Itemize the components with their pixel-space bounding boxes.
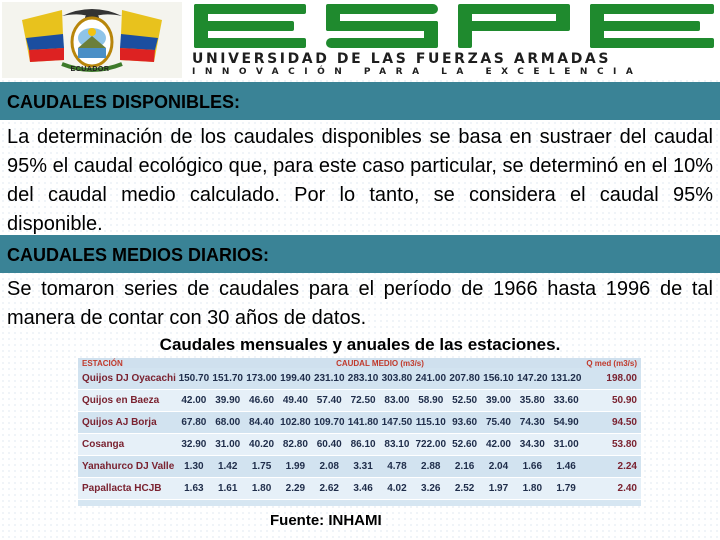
monthly-value: 1.30 — [184, 461, 204, 472]
monthly-value: 2.16 — [454, 461, 475, 472]
station-name: Papallacta HCJB — [82, 483, 162, 494]
monthly-value: 1.61 — [217, 483, 238, 494]
monthly-value: 1.66 — [522, 461, 543, 472]
monthly-value: 102.80 — [280, 417, 311, 428]
monthly-value: 109.70 — [313, 417, 345, 428]
monthly-value: 3.26 — [421, 483, 441, 494]
paragraph-available: La determinación de los caudales disponibles se basa en sustraer del caudal 95% el caudal ecológico que, para este caso particular, se determinó en el 10% del caudal medio calculado. Por lo tanto, se considera el caudal 95% disponible. — [7, 126, 713, 235]
monthly-value: 115.10 — [415, 417, 446, 428]
monthly-value: 156.10 — [483, 373, 514, 384]
annual-mean-value: 50.90 — [611, 395, 637, 406]
table-row — [78, 478, 641, 500]
monthly-value: 34.30 — [519, 439, 545, 450]
annual-mean-value: 198.00 — [606, 373, 637, 384]
monthly-value: 60.40 — [316, 439, 342, 450]
table-caption: Caudales mensuales y anuales de las estaciones. — [159, 335, 561, 354]
monthly-value: 42.00 — [181, 395, 207, 406]
monthly-value: 52.60 — [452, 439, 478, 450]
station-name: Quijos en Baeza — [82, 395, 160, 406]
table-body — [78, 368, 641, 500]
header-station: ESTACIÓN — [78, 358, 177, 368]
monthly-value: 3.31 — [353, 461, 373, 472]
annual-mean-value: 2.40 — [617, 483, 637, 494]
monthly-value: 67.80 — [181, 417, 207, 428]
monthly-value: 58.90 — [418, 395, 444, 406]
monthly-value: 52.50 — [452, 395, 478, 406]
monthly-value: 151.70 — [212, 373, 243, 384]
monthly-value: 84.40 — [249, 417, 275, 428]
header-monthly: CAUDAL MEDIO (m3/s) — [177, 358, 583, 368]
monthly-value: 46.60 — [249, 395, 275, 406]
paragraph-daily: Se tomaron series de caudales para el período de 1966 hasta 1996 de tal manera de contar con 30 años de datos. — [7, 278, 713, 329]
monthly-value: 31.00 — [553, 439, 579, 450]
monthly-value: 1.97 — [488, 483, 509, 494]
monthly-value: 173.00 — [246, 373, 277, 384]
university-motto: INNOVACIÓN PARA LA EXCELENCIA — [192, 67, 643, 77]
monthly-value: 35.80 — [519, 395, 545, 406]
monthly-value: 31.00 — [215, 439, 241, 450]
monthly-value: 241.00 — [415, 373, 447, 384]
monthly-value: 40.20 — [249, 439, 275, 450]
annual-mean-value: 94.50 — [611, 417, 637, 428]
monthly-value: 283.10 — [347, 373, 379, 384]
monthly-value: 722.00 — [415, 439, 447, 450]
monthly-value: 39.00 — [485, 395, 511, 406]
monthly-value: 303.80 — [381, 373, 413, 384]
station-name: Cosanga — [82, 439, 125, 450]
monthly-value: 199.40 — [280, 373, 311, 384]
table-row — [78, 412, 641, 434]
table-header-row — [78, 358, 641, 368]
table-source: Fuente: INHAMI — [270, 512, 382, 529]
monthly-value: 147.50 — [381, 417, 413, 428]
monthly-value: 1.99 — [285, 461, 306, 472]
table-row — [78, 456, 641, 478]
annual-mean-value: 2.24 — [617, 461, 637, 472]
monthly-value: 141.80 — [347, 417, 379, 428]
monthly-value: 1.46 — [556, 461, 576, 472]
monthly-value: 2.52 — [454, 483, 475, 494]
monthly-value: 75.40 — [485, 417, 511, 428]
monthly-value: 4.02 — [387, 483, 407, 494]
monthly-value: 1.75 — [251, 461, 272, 472]
monthly-value: 207.80 — [449, 373, 480, 384]
monthly-value: 39.90 — [215, 395, 241, 406]
monthly-value: 1.80 — [251, 483, 272, 494]
station-name: Quijos DJ Oyacachi — [82, 373, 176, 384]
monthly-value: 42.00 — [485, 439, 511, 450]
monthly-value: 1.80 — [522, 483, 543, 494]
header-qmed: Q med (m3/s) — [583, 358, 641, 368]
monthly-value: 2.08 — [319, 461, 339, 472]
monthly-value: 54.90 — [553, 417, 579, 428]
monthly-value: 72.50 — [350, 395, 376, 406]
monthly-value: 2.04 — [488, 461, 509, 472]
monthly-value: 86.10 — [350, 439, 376, 450]
flow-data-table — [78, 358, 641, 500]
monthly-value: 231.10 — [313, 373, 345, 384]
monthly-value: 33.60 — [553, 395, 579, 406]
monthly-value: 93.60 — [452, 417, 478, 428]
station-name: Yanahurco DJ Valle — [82, 461, 175, 472]
university-name: UNIVERSIDAD DE LAS FUERZAS ARMADAS — [192, 51, 612, 67]
header-banner — [0, 0, 720, 80]
seal-caption: ECUADOR — [70, 66, 110, 73]
monthly-value: 49.40 — [282, 395, 308, 406]
espe-logo-text: ESPE — [192, 2, 195, 3]
monthly-value: 150.70 — [178, 373, 210, 384]
section-title-daily: CAUDALES MEDIOS DIARIOS: — [7, 245, 270, 265]
monthly-value: 2.29 — [285, 483, 306, 494]
station-name: Quijos AJ Borja — [82, 417, 157, 428]
monthly-value: 131.20 — [550, 373, 582, 384]
table-row — [78, 368, 641, 390]
monthly-value: 83.10 — [384, 439, 410, 450]
monthly-value: 68.00 — [215, 417, 241, 428]
flow-table — [78, 358, 641, 506]
monthly-value: 74.30 — [519, 417, 545, 428]
espe-logo — [192, 2, 718, 50]
annual-mean-value: 53.80 — [611, 439, 637, 450]
monthly-value: 32.90 — [181, 439, 207, 450]
table-row — [78, 390, 641, 412]
table-row — [78, 434, 641, 456]
monthly-value: 1.79 — [556, 483, 576, 494]
monthly-value: 82.80 — [282, 439, 308, 450]
monthly-value: 4.78 — [387, 461, 407, 472]
monthly-value: 57.40 — [316, 395, 342, 406]
monthly-value: 147.20 — [517, 373, 548, 384]
monthly-value: 1.63 — [184, 483, 204, 494]
monthly-value: 2.88 — [421, 461, 441, 472]
monthly-value: 83.00 — [384, 395, 410, 406]
monthly-value: 1.42 — [217, 461, 238, 472]
monthly-value: 3.46 — [353, 483, 373, 494]
monthly-value: 2.62 — [319, 483, 339, 494]
section-title-available: CAUDALES DISPONIBLES: — [7, 92, 241, 112]
